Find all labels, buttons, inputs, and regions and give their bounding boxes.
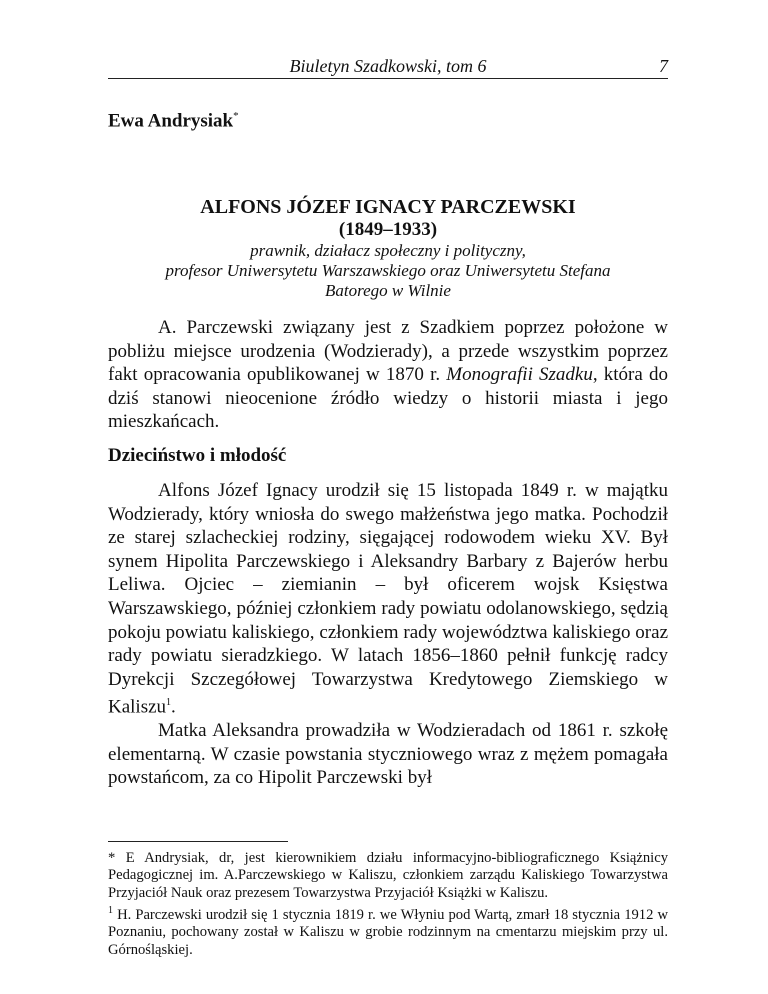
subtitle-line-1: prawnik, działacz społeczny i polityczny, bbox=[250, 241, 526, 260]
paragraph-2: Matka Aleksandra prowadziła w Wodzieradach od 1861 r. szkołę elementarną. W czasie powstania styczniowego wraz z mężem pomagała powstańcom, za co Hipolit Parczewski był bbox=[108, 720, 668, 789]
intro-italic-title: Monografii Szadku bbox=[446, 364, 593, 386]
section-body bbox=[108, 479, 668, 790]
author-name-text: Ewa Andrysiak bbox=[108, 110, 234, 132]
paragraph-1 bbox=[108, 479, 668, 719]
section-heading: Dzieciństwo i młodość bbox=[108, 445, 287, 466]
paragraph-1-text: Alfons Józef Ignacy urodził się 15 listopada 1849 r. w majątku Wodzierady, który wniosła do swego małżeństwa jego matka. Pochodził ze starej szlacheckiej rodziny, sięgającej rodowodem wieku XV. Był synem Hipolita Parczewskiego i Aleksandry Barbary z Bajerów herbu Leliwa. Ojciec – ziemianin – był oficerem wojsk Księstwa Warszawskiego, później członkiem rady powiatu odolanowskiego, sędzią pokoju powiatu kaliskiego, członkiem rady województwa kaliskiego oraz rady powiatu sieradzkiego. W latach 1856–1860 pełnił funkcję radcy Dyrekcji Szczegółowej Towarzystwa Kredytowego Ziemskiego w Kaliszu bbox=[108, 480, 668, 718]
author-name bbox=[108, 110, 239, 132]
footnote-1 bbox=[108, 902, 668, 959]
paragraph-1-end: . bbox=[171, 696, 176, 718]
title-block bbox=[108, 195, 668, 301]
running-header bbox=[108, 52, 668, 79]
life-dates: (1849–1933) bbox=[338, 219, 438, 240]
footnote-divider bbox=[108, 841, 288, 842]
article-title: ALFONS JÓZEF IGNACY PARCZEWSKI bbox=[200, 196, 576, 218]
intro-text-2: , która do dziś stanowi nieocenione źródło wiedzy o historii miasta i jego mieszkańcach. bbox=[108, 364, 668, 433]
intro-paragraph bbox=[108, 316, 668, 434]
journal-title: Biuletyn Szadkowski, tom 6 bbox=[289, 56, 487, 76]
footnote-star: * E Andrysiak, dr, jest kierownikiem działu informacyjno-bibliograficznego Książnicy Pedagogicznej im. A.Parczewskiego w Kaliszu, członkiem zarządu Kaliskiego Towarzystwa Przyjaciół Nauk oraz prezesem Towarzystwa Przyjaciół Książki w Kaliszu. bbox=[108, 850, 668, 901]
footnote-1-mark: 1 bbox=[108, 905, 113, 917]
subtitle-line-2: profesor Uniwersytetu Warszawskiego oraz Uniwersytetu Stefana bbox=[165, 261, 611, 280]
footnote-ref-1: 1 bbox=[166, 697, 172, 709]
subtitle-line-3: Batorego w Wilnie bbox=[325, 281, 451, 300]
footnote-1-text: H. Parczewski urodził się 1 stycznia 1819 r. we Włyniu pod Wartą, zmarł 18 stycznia 1912 w Poznaniu, pochowany został w Kaliszu w grobie rodzinnym na cmentarzu miejskim przy ul. Górnośląskiej. bbox=[108, 907, 668, 958]
footnotes bbox=[108, 850, 668, 959]
author-footnote-mark: * bbox=[233, 110, 239, 122]
page-number: 7 bbox=[659, 56, 668, 76]
intro-text-1: A. Parczewski związany jest z Szadkiem poprzez położone w pobliżu miejsce urodzenia (Wodzierady), a przede wszystkim poprzez fakt opracowania opublikowanej w 1870 r. bbox=[108, 317, 668, 386]
